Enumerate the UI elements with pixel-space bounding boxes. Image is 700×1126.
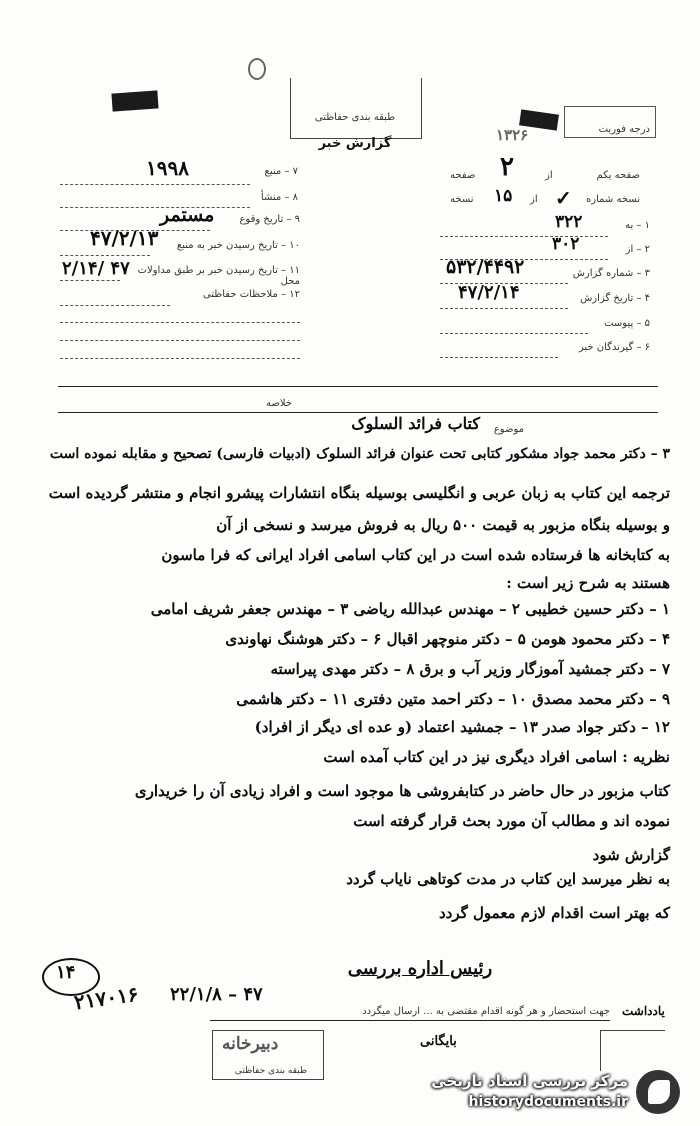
body-line: نظریه : اسامی افراد دیگری نیز در این کتاب آمده است — [323, 748, 670, 766]
page-label: صفحه یکم — [596, 170, 640, 181]
to-label: ۱ – به — [625, 220, 650, 231]
report-date-value: ۴۷/۲/۱۴ — [458, 282, 520, 303]
from-value: ۳۰۲ — [552, 234, 580, 254]
stamp-number: ۱۳۲۶ — [496, 126, 529, 144]
redaction-mark-left — [111, 90, 158, 111]
priority-label: درجه فوریت — [598, 124, 650, 135]
report-number-label: ۳ – شماره گزارش — [572, 268, 650, 279]
classification-label: طبقه بندی حفاظتی — [314, 112, 396, 123]
body-line: و بوسیله بنگاه مزبور به قیمت ۵۰۰ ریال به فروش میرسد و نسخی از آن — [216, 516, 670, 534]
body-line: ۳ – دکتر محمد جواد مشکور کتابی تحت عنوان فرائد السلوک (ادبیات فارسی) تصحیح و مقابله نموده است — [49, 446, 670, 462]
notes-label: ۱۲ – ملاحظات حفاظتی — [202, 289, 300, 300]
body-line: ۴ – دکتر محمود هومن ۵ – دکتر منوچهر اقبال ۶ – دکتر هوشنگ نهاوندی — [225, 630, 670, 648]
body-line: ۷ – دکتر جمشید آموزگار وزیر آب و برق ۸ – دکتر مهدی پیراسته — [270, 660, 670, 678]
copy-from: از — [530, 194, 538, 205]
body-line: به نظر میرسد این کتاب در مدت کوتاهی نایاب گردد — [346, 870, 670, 888]
body-line: ۹ – دکتر محمد مصدق ۱۰ – دکتر احمد متین دفتری ۱۱ – دکتر هاشمی — [236, 690, 670, 708]
body-line: نموده اند و مطالب آن مورد بحث قرار گرفته است — [353, 812, 670, 830]
report-number-value: ۵۳۲/۴۴۹۲ — [446, 256, 525, 278]
source-label: ۷ – منبع — [264, 166, 298, 177]
copy-label: نسخه شماره — [586, 194, 640, 205]
received-hq-value: ۲/۱۴/ ۴۷ — [62, 258, 130, 279]
footer-instruction: جهت استحضار و هر گونه اقدام مقتضی به ... ارسال میگردد — [362, 1006, 610, 1017]
subject-value: کتاب فرائد السلوک — [351, 414, 480, 433]
attachment-label: ۵ – پیوست — [604, 318, 650, 329]
punch-hole-mark — [248, 58, 266, 80]
page-from: از — [545, 170, 553, 181]
summary-label: خلاصه — [265, 398, 292, 409]
copy-suffix: نسخه — [450, 194, 474, 205]
signature-text: رئیس اداره بررسی — [347, 958, 493, 979]
to-value: ۳۲۲ — [555, 212, 583, 232]
footer-classification-label: طبقه بندی حفاظتی — [234, 1066, 308, 1076]
body-line: هستند به شرح زیر است : — [506, 574, 670, 592]
watermark-title: مرکز بررسی اسناد تاریخی — [431, 1072, 628, 1090]
page-total: ۲ — [500, 152, 514, 182]
page-suffix: صفحه — [450, 170, 476, 181]
signature-marks: ۲۲/۱/۸ – ۴۷ — [170, 984, 263, 1005]
received-value: ۴۷/۲/۱۳ — [90, 226, 159, 250]
circled-number-value: ۱۴ — [56, 962, 76, 983]
watermark-url: historydocuments.ir — [468, 1094, 628, 1110]
copy-value-mark: ✓ — [555, 186, 572, 210]
header-box — [290, 78, 422, 139]
body-line: که بهتر است اقدام لازم معمول گردد — [439, 904, 670, 922]
body-line: به کتابخانه ها فرستاده شده است در این کتاب اسامی افراد ایرانی که فرا ماسون — [161, 546, 670, 564]
subject-divider — [58, 412, 658, 413]
footer-top-line — [210, 1020, 610, 1021]
footer-corner-box — [600, 1030, 665, 1071]
watermark-logo-inner — [648, 1080, 670, 1104]
body-line: کتاب مزبور در حال حاضر در کتابفروشی ها موجود است و افراد زیادی آن را خریداری — [134, 782, 670, 800]
report-type-title: گزارش خبر — [318, 136, 392, 151]
event-date-value: مستمر — [160, 204, 215, 226]
origin-label: ۸ – منشأ — [260, 192, 298, 203]
report-date-label: ۴ – تاریخ گزارش — [580, 293, 650, 304]
priority-box — [564, 106, 656, 138]
from-label: ۲ – از — [625, 244, 650, 255]
copies-label: ۶ – گیرندگان خبر — [578, 342, 650, 353]
body-line: ۱۲ – دکتر جواد صدر ۱۳ – جمشید اعتماد (و عده ای دیگر از افراد) — [254, 718, 670, 736]
body-line: ترجمه این کتاب به زبان عربی و انگلیسی بوسیله بنگاه انتشارات پیشرو انجام و منتشر گردیده است — [48, 484, 670, 502]
source-value: ۱۹۹۸ — [146, 156, 189, 180]
body-line: گزارش شود — [592, 846, 670, 864]
footer-note-label: یادداشت — [622, 1004, 665, 1018]
received-hq-label: ۱۱ – تاریخ رسیدن خبر بر طبق مداولات محل — [137, 265, 300, 287]
body-line: ۱ – دکتر حسین خطیبی ۲ – مهندس عبدالله ریاضی ۳ – مهندس جعفر شریف امامی — [150, 600, 670, 618]
copy-total: ۱۵ — [494, 186, 513, 206]
event-date-label: ۹ – تاریخ وقوع — [239, 214, 300, 225]
reference-number: ۲۱۷۰۱۶ — [72, 981, 140, 1015]
header-divider — [58, 386, 658, 387]
archive-stamp: دبیرخانه — [222, 1034, 279, 1054]
subject-label: موضوع — [493, 424, 524, 435]
file-label: بایگانی — [420, 1034, 457, 1049]
received-label: ۱۰ – تاریخ رسیدن خبر به منبع — [176, 240, 300, 251]
